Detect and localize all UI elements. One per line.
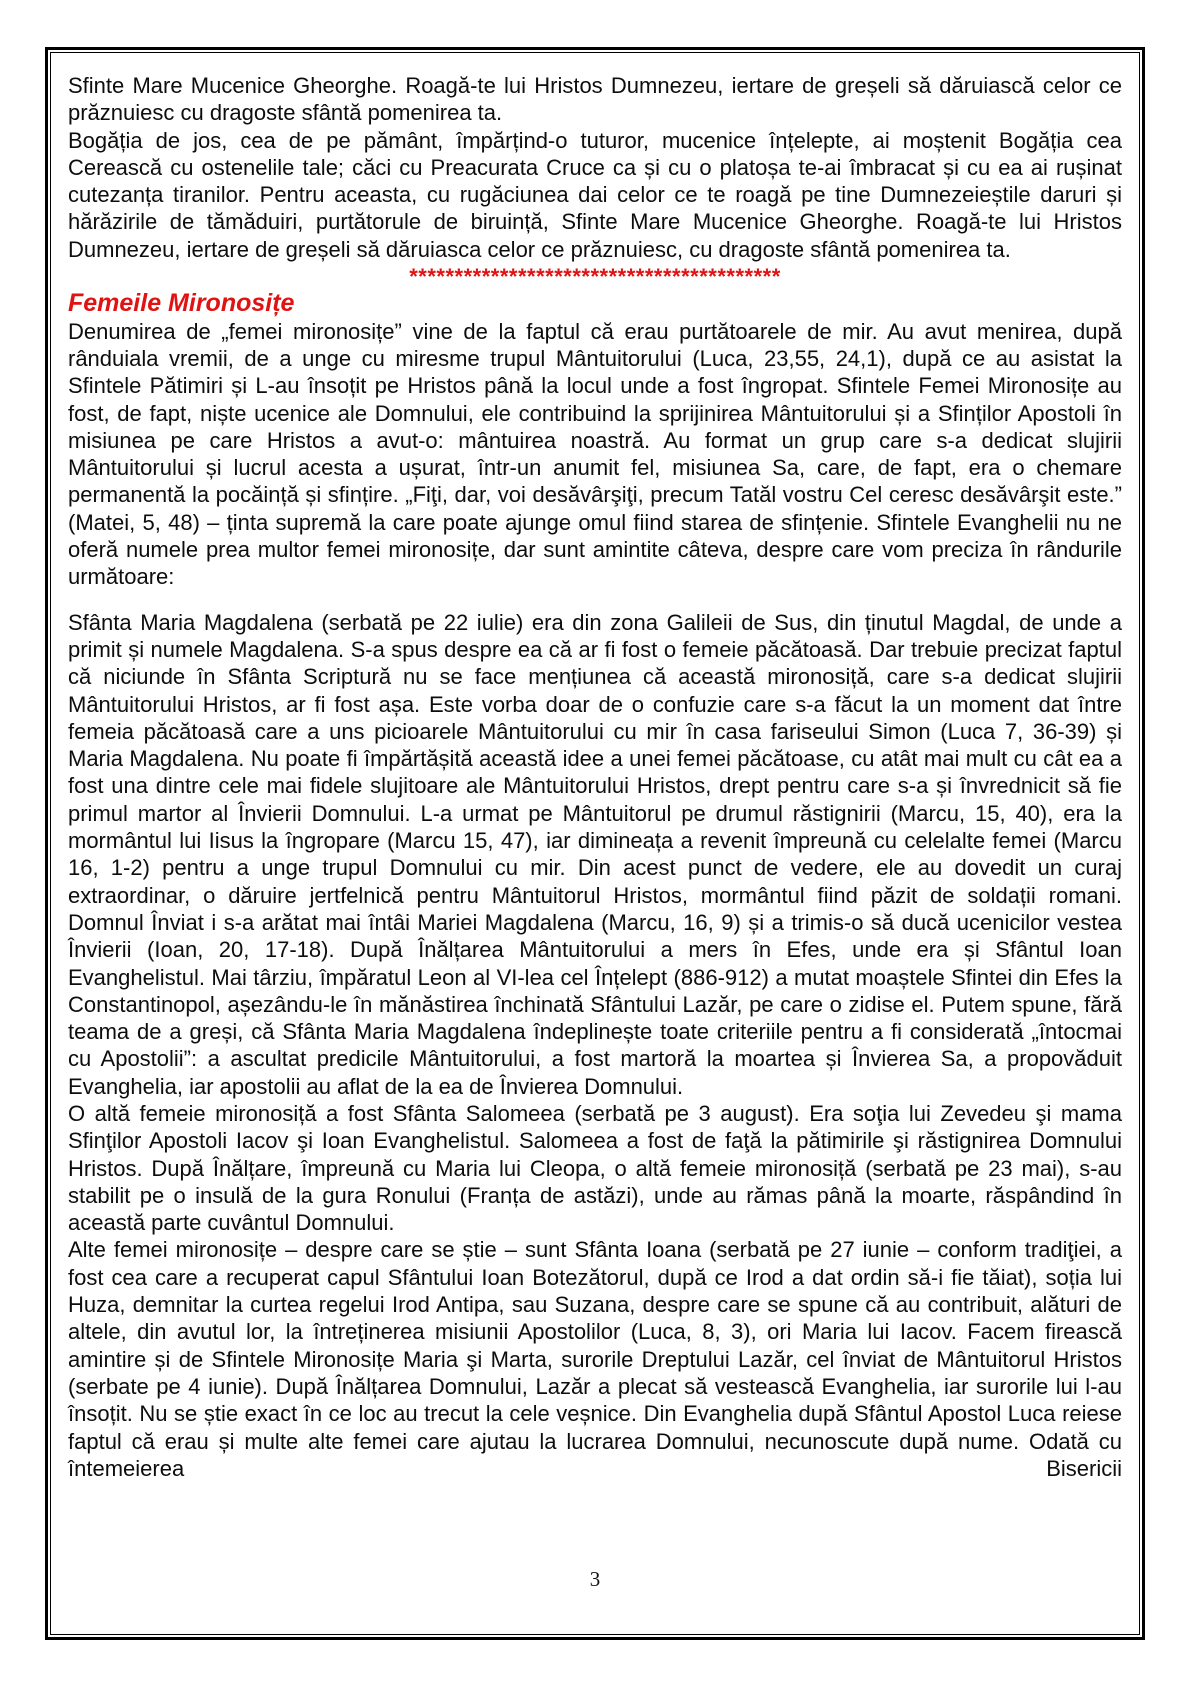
blank-line-spacer: [68, 591, 1122, 609]
paragraph-salomeea: O altă femeie mironosiță a fost Sfânta Salomeea (serbată pe 3 august). Era soţia lui Zevedeu şi mama Sfinţilor Apostoli Iacov şi Ioan Evanghelistul. Salomeea a fost de faţă la pătimirile şi răstignirea Domnului Hristos. După Înălțare, împreună cu Maria lui Cleopa, o altă femeie mironosiță (serbată pe 23 mai), s-au stabilit pe o insulă de la gura Ronului (Franța de astăzi), unde au rămas până la moarte, răspândind în această parte cuvântul Domnului.: [68, 1100, 1122, 1236]
asterisk-separator: *****************************************: [409, 264, 781, 290]
paragraph-mironosite-intro: Denumirea de „femei mironosițe” vine de la faptul că erau purtătoarele de mir. Au avut menirea, după rânduiala vremii, de a unge cu miresme trupul Mântuitorului (Luca, 23,55, 24,1), după ce au asistat la Sfintele Pătimiri și L-au însoțit pe Hristos până la locul unde a fost îngropat. Sfintele Femei Mironosițe au fost, de fapt, niște ucenice ale Domnului, ele contribuind la sprijinirea Mântuitorului și a Sfinților Apostoli în misiunea pe care Hristos a avut-o: mântuirea noastră. Au format un grup care s-a dedicat slujirii Mântuitorului și lucrul acesta a ușurat, într-un anumit fel, misiunea Sa, care, de fapt, era o chemare permanentă la pocăință și sfințire. „Fiţi, dar, voi desăvârşiţi, precum Tatăl vostru Cel ceresc desăvârşit este.” (Matei, 5, 48) – ținta supremă la care poate ajunge omul fiind starea de sfințenie. Sfintele Evanghelii nu ne oferă numele prea multor femei mironosițe, dar sunt amintite câteva, despre care vom preciza în rândurile următoare:: [68, 318, 1122, 590]
document-content: [68, 72, 1122, 1482]
paragraph-alte-femei: Alte femei mironosițe – despre care se știe – sunt Sfânta Ioana (serbată pe 27 iunie – conform tradiţiei, a fost cea care a recuperat capul Sfântului Ioan Botezătorul, după ce Irod a dat ordin să-i fie tăiat), soția lui Huza, demnitar la curtea regelui Irod Antipa, sau Suzana, despre care se spune că au contribuit, alături de altele, din avutul lor, la întreținerea misiunii Apostolilor (Luca, 8, 3), ori Maria lui Iacov. Facem firească amintire și de Sfintele Mironosițe Maria şi Marta, surorile Dreptului Lazăr, cel înviat de Mântuitorul Hristos (serbate pe 4 iunie). După Înălțarea Domnului, Lazăr a plecat să vestească Evanghelia, iar surorile lui l-au însoțit. Nu se știe exact în ce loc au trecut la cele veșnice. Din Evanghelia după Sfântul Apostol Luca reiese faptul că erau și multe alte femei care ajutau la lucrarea Domnului, necunoscute după nume. Odată cu întemeierea Bisericii: [68, 1237, 1122, 1481]
paragraph-condac: Bogăția de jos, cea de pe pământ, împărțind-o tuturor, mucenice înțelepte, ai moștenit Bogăția cea Cerească cu ostenelile tale; căci cu Preacurata Cruce ca și cu o platoșa te-ai îmbracat și cu ea ai rușinat cutezanța tiranilor. Pentru aceasta, cu rugăciunea dai celor ce te roagă pe tine Dumnezeieștile daruri și hărăzirile de tămăduiri, purtătorule de biruință, Sfinte Mare Mucenice Gheorghe. Roagă-te lui Hristos Dumnezeu, iertare de greșeli să dăruiasca celor ce prăznuiesc, cu dragoste sfântă pomenirea ta.: [68, 127, 1122, 262]
paragraph-maria-magdalena: Sfânta Maria Magdalena (serbată pe 22 iulie) era din zona Galileii de Sus, din ținutul Magdal, de unde a primit și numele Magdalena. S-a spus despre ea că ar fi fost o femeie păcătoasă. Dar trebuie precizat faptul că niciunde în Sfânta Scriptură nu se face mențiunea că această mironosiță, care s-a dedicat slujirii Mântuitorului Hristos, ar fi fost așa. Este vorba doar de o confuzie care s-a făcut la un moment dat între femeia păcătoasă care a uns picioarele Mântuitorului cu mir în casa fariseului Simon (Luca 7, 36-39) și Maria Magdalena. Nu poate fi împărtășită această idee a unei femei păcătoase, cu atât mai mult cu cât ea a fost una dintre cele mai fidele slujitoare ale Mântuitorului Hristos, drept pentru care s-a și învrednicit să fie primul martor al Învierii Domnului. L-a urmat pe Mântuitorul pe drumul răstignirii (Marcu, 15, 40), era la mormântul lui Iisus la îngropare (Marcu 15, 47), iar dimineața a revenit împreună cu celelalte femei (Marcu 16, 1-2) pentru a unge trupul Domnului cu mir. Din acest punct de vedere, ele au dovedit un curaj extraordinar, o dăruire jertfelnică pentru Mântuitorul Hristos, mormântul fiind păzit de soldații romani. Domnul Înviat i s-a arătat mai întâi Mariei Magdalena (Marcu, 16, 9) și a trimis-o să ducă ucenicilor vestea Învierii (Ioan, 20, 17-18). După Înălțarea Mântuitorului a mers în Efes, unde era și Sfântul Ioan Evanghelistul. Mai târziu, împăratul Leon al VI-lea cel Înțelept (886-912) a mutat moaștele Sfintei din Efes la Constantinopol, așezându-le în mănăstirea închinată Sfântului Lazăr, pe care o zidise el. Putem spune, fără teama de a greși, că Sfânta Maria Magdalena îndeplinește toate criteriile pentru a fi considerată „întocmai cu Apostolii”: a ascultat predicile Mântuitorului, a fost martoră la moartea și Învierea Sa, a propovăduit Evanghelia, iar apostolii au aflat de la ea de Învierea Domnului.: [68, 609, 1122, 1099]
page-number: 3: [589, 1567, 601, 1591]
section-heading: Femeile Mironosițe: [68, 289, 295, 318]
paragraph-troparion: Sfinte Mare Mucenice Gheorghe. Roagă-te lui Hristos Dumnezeu, iertare de greșeli să dăruiască celor ce prăznuiesc cu dragoste sfântă pomenirea ta.: [68, 73, 1122, 126]
page-border-outer: [45, 47, 1145, 1640]
page-border-inner: [50, 52, 1140, 1635]
